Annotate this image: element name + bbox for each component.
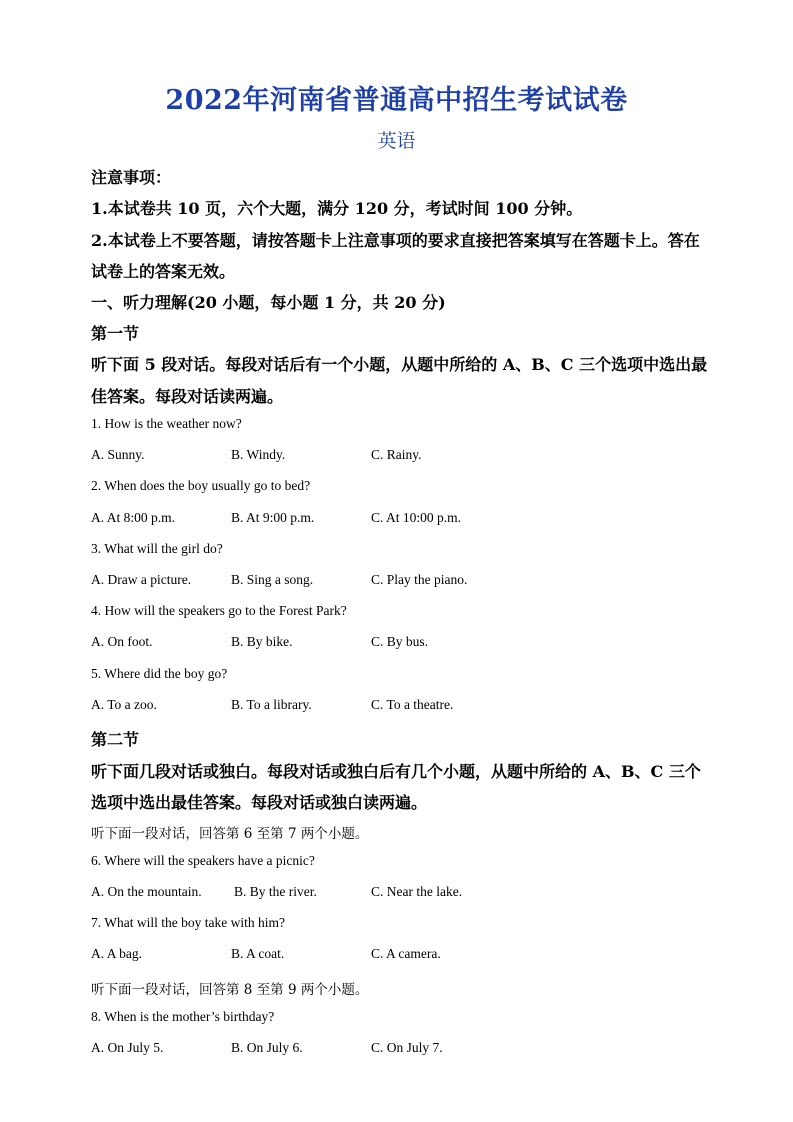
note-1: 1.本试卷共 10 页，六个大题，满分 120 分，考试时间 100 分钟。 [91, 199, 583, 218]
question-1: 1. How is the weather now? [91, 416, 242, 431]
question-2-option-b: B. At 9:00 p.m. [231, 510, 315, 525]
question-8: 8. When is the mother’s birthday? [91, 1009, 275, 1024]
dialogue-note-8-9: 听下面一段对话，回答第 8 至第 9 两个小题。 [91, 982, 369, 998]
question-5-option-c: C. To a theatre. [371, 697, 454, 712]
question-7-option-c: C. A camera. [371, 946, 441, 961]
question-4: 4. How will the speakers go to the Forest Park? [91, 603, 347, 618]
question-6-option-c: C. Near the lake. [371, 884, 463, 899]
question-2-option-a: A. At 8:00 p.m. [91, 510, 176, 525]
question-6: 6. Where will the speakers have a picnic? [91, 853, 315, 868]
question-3-option-b: B. Sing a song. [231, 572, 314, 587]
question-1-option-c: C. Rainy. [371, 447, 422, 462]
dialogue-note-6-7: 听下面一段对话，回答第 6 至第 7 两个小题。 [91, 826, 369, 842]
question-1-option-a: A. Sunny. [91, 447, 145, 462]
question-5-option-a: A. To a zoo. [91, 697, 157, 712]
question-2-option-c: C. At 10:00 p.m. [371, 510, 462, 525]
note-2-line-2: 试卷上的答案无效。 [91, 262, 236, 281]
section-1-instruction-line-2: 佳答案。每段对话读两遍。 [91, 387, 284, 406]
question-3: 3. What will the girl do? [91, 541, 223, 556]
section-1-instruction-line-1: 听下面 5 段对话。每段对话后有一个小题，从题中所给的 A、B、C 三个选项中选出最 [91, 355, 708, 374]
question-8-option-a: A. On July 5. [91, 1040, 164, 1055]
question-4-option-a: A. On foot. [91, 634, 153, 649]
note-2-line-1: 2.本试卷上不要答题，请按答题卡上注意事项的要求直接把答案填写在答题卡上。答在 [91, 231, 700, 250]
exam-subject: 英语 [377, 130, 416, 152]
question-4-option-b: B. By bike. [231, 634, 293, 649]
question-4-option-c: C. By bus. [371, 634, 429, 649]
question-7-option-a: A. A bag. [91, 946, 143, 961]
question-8-option-c: C. On July 7. [371, 1040, 443, 1055]
question-6-option-b: B. By the river. [234, 884, 317, 899]
question-7-option-b: B. A coat. [231, 946, 285, 961]
question-2: 2. When does the boy usually go to bed? [91, 478, 311, 493]
question-3-option-c: C. Play the piano. [371, 572, 468, 587]
part-1-heading: 一、听力理解(20 小题，每小题 1 分，共 20 分) [91, 293, 446, 312]
question-5: 5. Where did the boy go? [91, 666, 228, 681]
section-2-instruction-line-1: 听下面几段对话或独白。每段对话或独白后有几个小题，从题中所给的 A、B、C 三个 [91, 762, 701, 781]
question-3-option-a: A. Draw a picture. [91, 572, 192, 587]
question-7: 7. What will the boy take with him? [91, 915, 285, 930]
exam-title: 2022年河南省普通高中招生考试试卷 [165, 85, 628, 116]
question-6-option-a: A. On the mountain. [91, 884, 202, 899]
section-2-heading: 第二节 [91, 730, 140, 749]
notes-heading: 注意事项： [91, 168, 172, 187]
section-2-instruction-line-2: 选项中选出最佳答案。每段对话或独白读两遍。 [91, 793, 428, 812]
question-1-option-b: B. Windy. [231, 447, 286, 462]
question-5-option-b: B. To a library. [231, 697, 312, 712]
question-8-option-b: B. On July 6. [231, 1040, 303, 1055]
section-1-heading: 第一节 [91, 324, 140, 343]
